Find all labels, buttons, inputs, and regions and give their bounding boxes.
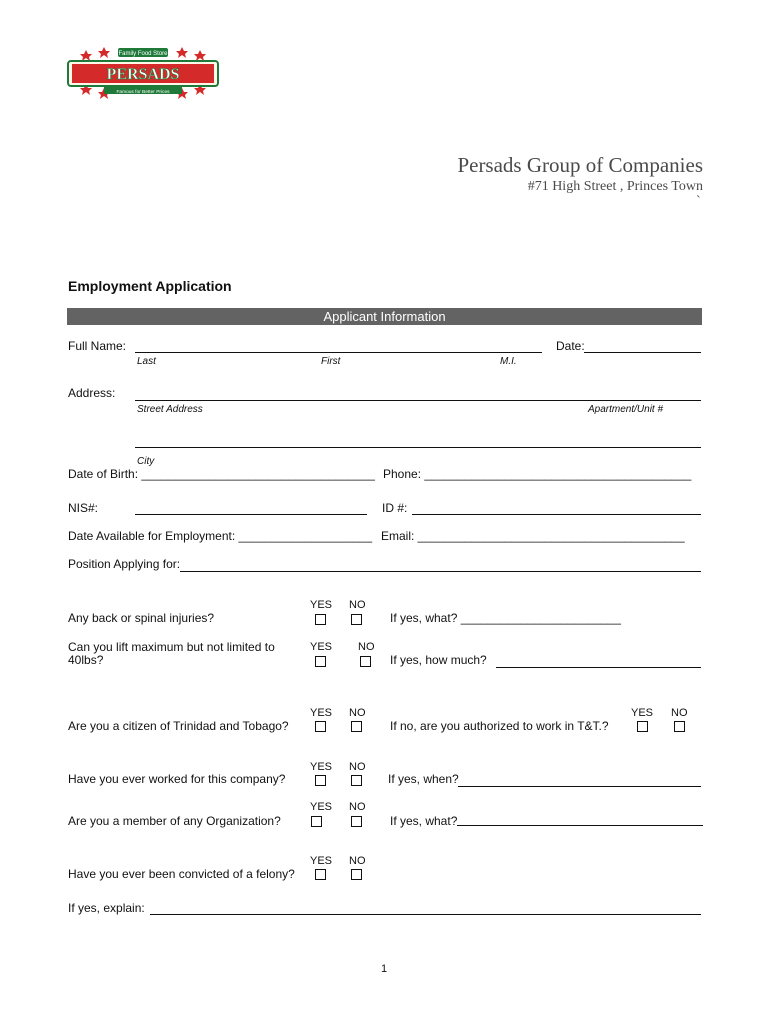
nis-label: NIS#: [68, 501, 99, 515]
date-label: Date: [556, 339, 585, 353]
q3-yes-label: YES [310, 707, 333, 719]
q3-no-checkbox[interactable] [351, 721, 362, 732]
q2-yes-checkbox[interactable] [315, 656, 326, 667]
nis-field[interactable] [135, 514, 367, 515]
phone-field[interactable]: Phone: ________________________________________ [383, 467, 692, 481]
date-field[interactable] [584, 352, 701, 353]
q3-question: Are you a citizen of Trinidad and Tobago? [68, 719, 289, 733]
q6-no-checkbox[interactable] [351, 869, 362, 880]
q2-follow-field[interactable] [496, 667, 701, 668]
q1-follow-field[interactable]: If yes, what? ________________________ [390, 611, 621, 625]
q4-yes-label: YES [310, 761, 333, 773]
q5-yes-checkbox[interactable] [311, 816, 322, 827]
q4-no-label: NO [349, 761, 366, 773]
q1-yes-checkbox[interactable] [315, 614, 326, 625]
q3b-no-label: NO [671, 707, 688, 719]
q4-follow-field[interactable] [458, 786, 701, 787]
q2-yes-label: YES [310, 641, 333, 653]
section-header-label: Applicant Information [323, 309, 446, 324]
company-address: #71 High Street , Princes Town [527, 179, 703, 194]
section-header [67, 308, 702, 325]
logo-graphic [64, 44, 222, 102]
stray-mark: ` [696, 194, 701, 209]
q2-no-checkbox[interactable] [360, 656, 371, 667]
q5-no-label: NO [349, 801, 366, 813]
q3-no-label: NO [349, 707, 366, 719]
q1-yes-label: YES [310, 599, 333, 611]
q5-question: Are you a member of any Organization? [68, 814, 281, 828]
company-name: Persads Group of Companies [457, 153, 703, 177]
logo-brand-text: PERSADS [106, 66, 180, 83]
q5-yes-label: YES [310, 801, 333, 813]
dob-field[interactable]: Date of Birth: ___________________________________ [68, 467, 375, 481]
id-label: ID #: [382, 501, 408, 515]
q1-question: Any back or spinal injuries? [68, 611, 215, 625]
position-label: Position Applying for: [68, 557, 181, 571]
page-number: 1 [381, 963, 388, 975]
q6-no-label: NO [349, 855, 366, 867]
q3b-yes-checkbox[interactable] [637, 721, 648, 732]
explain-field[interactable] [150, 914, 701, 915]
q1-no-label: NO [349, 599, 366, 611]
q4-follow-label: If yes, when? [388, 772, 459, 786]
q1-no-checkbox[interactable] [351, 614, 362, 625]
q4-no-checkbox[interactable] [351, 775, 362, 786]
q2-question-line2: 40lbs? [68, 653, 104, 667]
q3b-yes-label: YES [631, 707, 654, 719]
last-name-caption: Last [137, 356, 156, 367]
q3-yes-checkbox[interactable] [315, 721, 326, 732]
q3-follow-question: If no, are you authorized to work in T&T.? [390, 719, 609, 733]
q2-follow-label: If yes, how much? [390, 653, 487, 667]
full-name-label: Full Name: [68, 339, 127, 353]
city-caption: City [137, 456, 155, 467]
q6-yes-label: YES [310, 855, 333, 867]
form-title: Employment Application [68, 278, 232, 294]
explain-label: If yes, explain: [68, 901, 145, 915]
address-label: Address: [68, 386, 116, 400]
position-field[interactable] [180, 571, 701, 572]
street-address-caption: Street Address [137, 404, 203, 415]
company-logo [64, 44, 222, 102]
q4-yes-checkbox[interactable] [315, 775, 326, 786]
id-field[interactable] [412, 514, 701, 515]
q4-question: Have you ever worked for this company? [68, 772, 286, 786]
q2-no-label: NO [358, 641, 375, 653]
logo-top-tagline: Family Food Store [118, 51, 168, 57]
q2-question-line1: Can you lift maximum but not limited to [68, 640, 275, 654]
q5-follow-field[interactable] [457, 825, 703, 826]
q6-yes-checkbox[interactable] [315, 869, 326, 880]
logo-bottom-tagline: Famous for Better Prices [116, 90, 170, 95]
full-name-field[interactable] [135, 352, 542, 353]
apartment-caption: Apartment/Unit # [588, 404, 664, 415]
city-field[interactable] [135, 447, 701, 448]
date-available-field[interactable]: Date Available for Employment: ____________________ [68, 529, 373, 543]
first-name-caption: First [321, 356, 341, 367]
q6-question: Have you ever been convicted of a felony? [68, 867, 295, 881]
street-address-field[interactable] [135, 400, 701, 401]
q5-follow-label: If yes, what? [390, 814, 458, 828]
q3b-no-checkbox[interactable] [674, 721, 685, 732]
q5-no-checkbox[interactable] [351, 816, 362, 827]
email-field[interactable]: Email: ________________________________________ [381, 529, 685, 543]
middle-initial-caption: M.I. [500, 356, 517, 367]
